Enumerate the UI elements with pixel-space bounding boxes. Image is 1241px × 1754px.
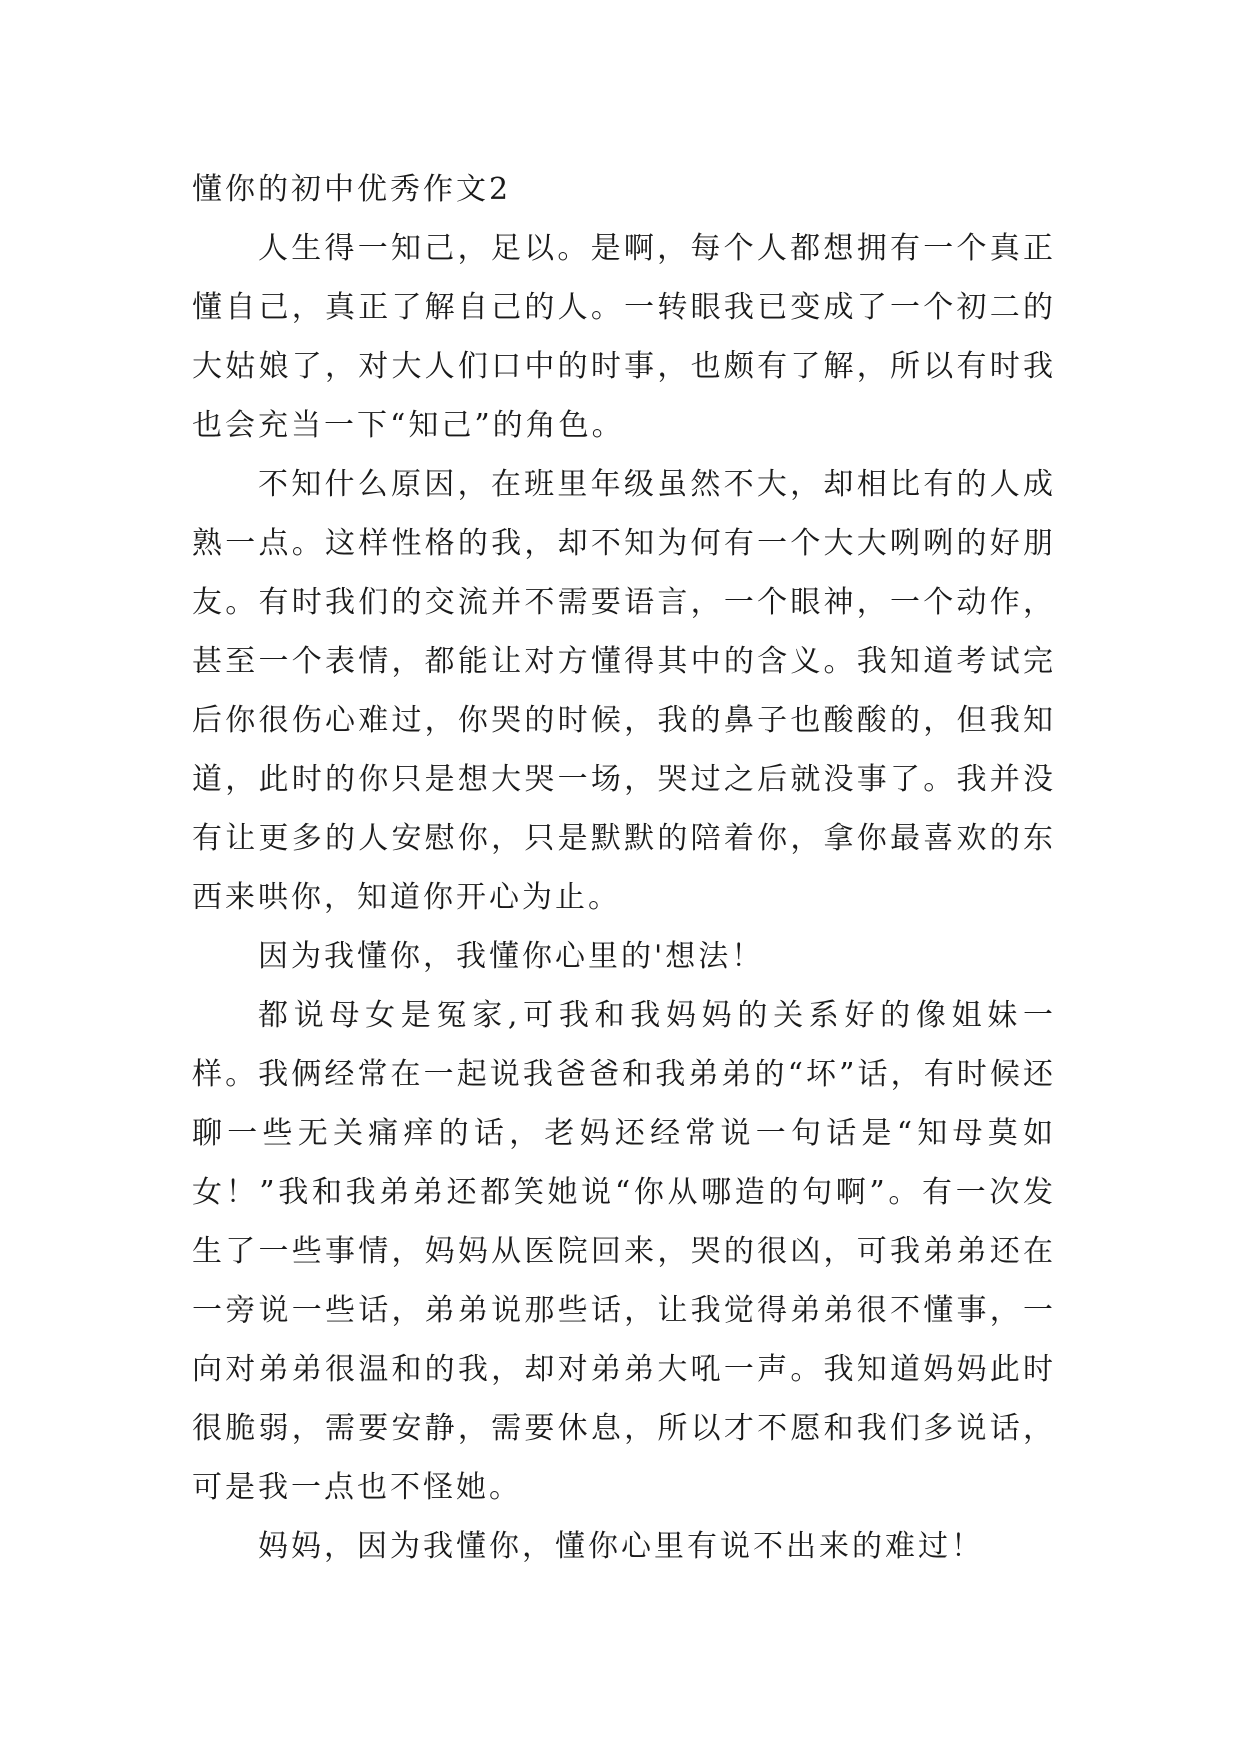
paragraph: 因为我懂你，我懂你心里的'想法！	[258, 939, 765, 974]
paragraph: 人生得一知己，足以。是啊，每个人都想拥有一个真正懂自己，真正了解自己的人。一转眼我已变成了一个初二的大姑娘了，对大人们口中的时事，也颇有了解，所以有时我也会充当一下“知己”的角色。	[192, 231, 1056, 443]
document-body	[192, 160, 1056, 1576]
paragraph: 不知什么原因，在班里年级虽然不大，却相比有的人成熟一点。这样性格的我，却不知为何有一个大大咧咧的好朋友。有时我们的交流并不需要语言，一个眼神，一个动作，甚至一个表情，都能让对方懂得其中的含义。我知道考试完后你很伤心难过，你哭的时候，我的鼻子也酸酸的，但我知道，此时的你只是想大哭一场，哭过之后就没事了。我并没有让更多的人安慰你，只是默默的陪着你，拿你最喜欢的东西来哄你，知道你开心为止。	[192, 467, 1056, 915]
paragraph: 都说母女是冤家,可我和我妈妈的关系好的像姐妹一样。我俩经常在一起说我爸爸和我弟弟的“坏”话，有时候还聊一些无关痛痒的话，老妈还经常说一句话是“知母莫如女！”我和我弟弟还都笑她说“你从哪造的句啊”。有一次发生了一些事情，妈妈从医院回来，哭的很凶，可我弟弟还在一旁说一些话，弟弟说那些话，让我觉得弟弟很不懂事，一向对弟弟很温和的我，却对弟弟大吼一声。我知道妈妈此时很脆弱，需要安静，需要休息，所以才不愿和我们多说话，可是我一点也不怪她。	[192, 998, 1056, 1505]
paragraph: 妈妈，因为我懂你，懂你心里有说不出来的难过！	[258, 1529, 984, 1564]
document-title: 懂你的初中优秀作文2	[192, 172, 512, 207]
